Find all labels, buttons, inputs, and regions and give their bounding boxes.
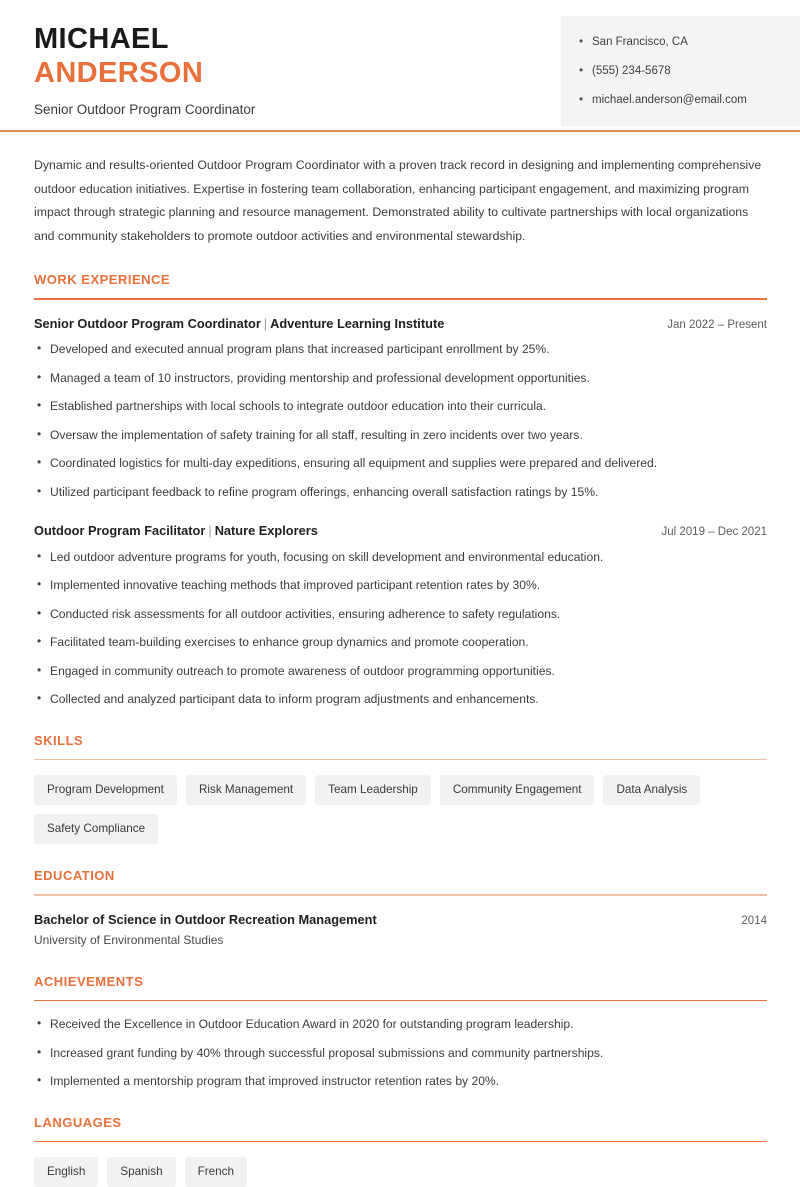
list-item: • Collected and analyzed participant data to inform program adjustments and enhancements.	[34, 691, 767, 709]
experience-title-line	[34, 522, 318, 539]
skill-chip: Data Analysis	[603, 775, 700, 805]
resume-header	[0, 0, 800, 130]
section-title-education: EDUCATION	[34, 868, 115, 884]
section-education	[34, 868, 767, 949]
identity-block	[0, 0, 255, 119]
education-date: 2014	[741, 914, 767, 927]
experience-date: Jul 2019 – Dec 2021	[661, 526, 767, 539]
experience-bullet-list	[34, 549, 767, 709]
skills-chip-list	[34, 775, 767, 844]
title-separator: |	[263, 315, 268, 331]
section-languages	[34, 1115, 767, 1187]
header-divider	[0, 130, 800, 132]
experience-entry	[34, 522, 767, 708]
languages-chip-list	[34, 1157, 767, 1187]
education-degree: Bachelor of Science in Outdoor Recreation Management	[34, 911, 377, 927]
section-title-skills: SKILLS	[34, 732, 84, 748]
education-school: University of Environmental Studies	[34, 933, 224, 948]
professional-title: Senior Outdoor Program Coordinator	[34, 102, 256, 118]
list-item: • Engaged in community outreach to promote awareness of outdoor programming opportunities.	[34, 663, 767, 681]
list-item: • Implemented innovative teaching methods that improved participant retention rates by 30%.	[34, 577, 767, 595]
experience-date: Jan 2022 – Present	[667, 318, 767, 331]
experience-entry-header	[34, 315, 767, 332]
education-entry-header	[34, 911, 767, 928]
list-item: • Oversaw the implementation of safety training for all staff, resulting in zero incidents over two years.	[34, 427, 767, 445]
list-item: • Received the Excellence in Outdoor Education Award in 2020 for outstanding program leadership.	[34, 1016, 767, 1034]
list-item: • Utilized participant feedback to refine program offerings, enhancing overall satisfaction ratings by 15%.	[34, 484, 767, 502]
section-work-experience	[34, 272, 767, 708]
list-item: • Managed a team of 10 instructors, providing mentorship and professional development opportunities.	[34, 370, 767, 388]
skill-chip: Risk Management	[186, 775, 306, 805]
skill-chip: Program Development	[34, 775, 177, 805]
skill-chip: Team Leadership	[315, 775, 431, 805]
list-item: • Developed and executed annual program plans that increased participant enrollment by 25%.	[34, 341, 767, 359]
language-chip: French	[185, 1157, 247, 1187]
language-chip: English	[34, 1157, 98, 1187]
contact-email: • michael.anderson@email.com	[579, 92, 786, 108]
professional-summary: Dynamic and results-oriented Outdoor Program Coordinator with a proven track record in designing and implementing comprehensive outdoor education initiatives. Expertise in fostering team collaboration, enhancing participant engagement, and maximizing program impact through strategic planning and resource management. Demonstrated ability to cultivate partnerships with local organizations and community stakeholders to promote outdoor activities and environmental stewardship.	[34, 158, 762, 243]
contact-phone: • (555) 234-5678	[579, 63, 786, 79]
section-divider-languages	[34, 1141, 767, 1143]
contact-list	[579, 34, 786, 108]
experience-entry	[34, 315, 767, 501]
list-item: • Facilitated team-building exercises to enhance group dynamics and promote cooperation.	[34, 634, 767, 652]
experience-bullet-list	[34, 341, 767, 501]
skill-chip: Safety Compliance	[34, 814, 158, 844]
section-title-achievements: ACHIEVEMENTS	[34, 973, 144, 989]
list-item: • Conducted risk assessments for all outdoor activities, ensuring adherence to safety regulations.	[34, 606, 767, 624]
resume-content	[0, 154, 800, 1187]
experience-company: Adventure Learning Institute	[270, 315, 445, 331]
experience-entry-header	[34, 522, 767, 539]
experience-title-line	[34, 315, 444, 332]
list-item: • Coordinated logistics for multi-day expeditions, ensuring all equipment and supplies were prepared and delivered.	[34, 455, 767, 473]
section-skills	[34, 733, 767, 845]
skill-chip: Community Engagement	[440, 775, 595, 805]
achievements-bullet-list	[34, 1016, 767, 1091]
contact-location: • San Francisco, CA	[579, 34, 786, 50]
section-divider-skills	[34, 759, 767, 761]
list-item: • Increased grant funding by 40% through successful proposal submissions and community partnerships.	[34, 1045, 767, 1063]
section-achievements	[34, 974, 767, 1091]
list-item: • Implemented a mentorship program that improved instructor retention rates by 20%.	[34, 1073, 767, 1091]
language-chip: Spanish	[107, 1157, 175, 1187]
list-item: • Established partnerships with local schools to integrate outdoor education into their curricula.	[34, 398, 767, 416]
section-divider-work-experience	[34, 298, 767, 300]
contact-info-box	[561, 16, 800, 126]
section-title-languages: LANGUAGES	[34, 1114, 122, 1130]
section-divider-achievements	[34, 1000, 767, 1002]
education-entry	[34, 911, 767, 950]
experience-role: Outdoor Program Facilitator	[34, 523, 206, 539]
experience-role: Senior Outdoor Program Coordinator	[34, 315, 261, 331]
section-divider-education	[34, 894, 767, 896]
title-separator: |	[208, 523, 212, 539]
first-name: MICHAEL	[34, 23, 169, 55]
experience-company: Nature Explorers	[214, 523, 318, 539]
list-item: • Led outdoor adventure programs for youth, focusing on skill development and environmental education.	[34, 549, 767, 567]
last-name: ANDERSON	[34, 57, 204, 90]
section-title-work-experience: WORK EXPERIENCE	[34, 272, 171, 288]
